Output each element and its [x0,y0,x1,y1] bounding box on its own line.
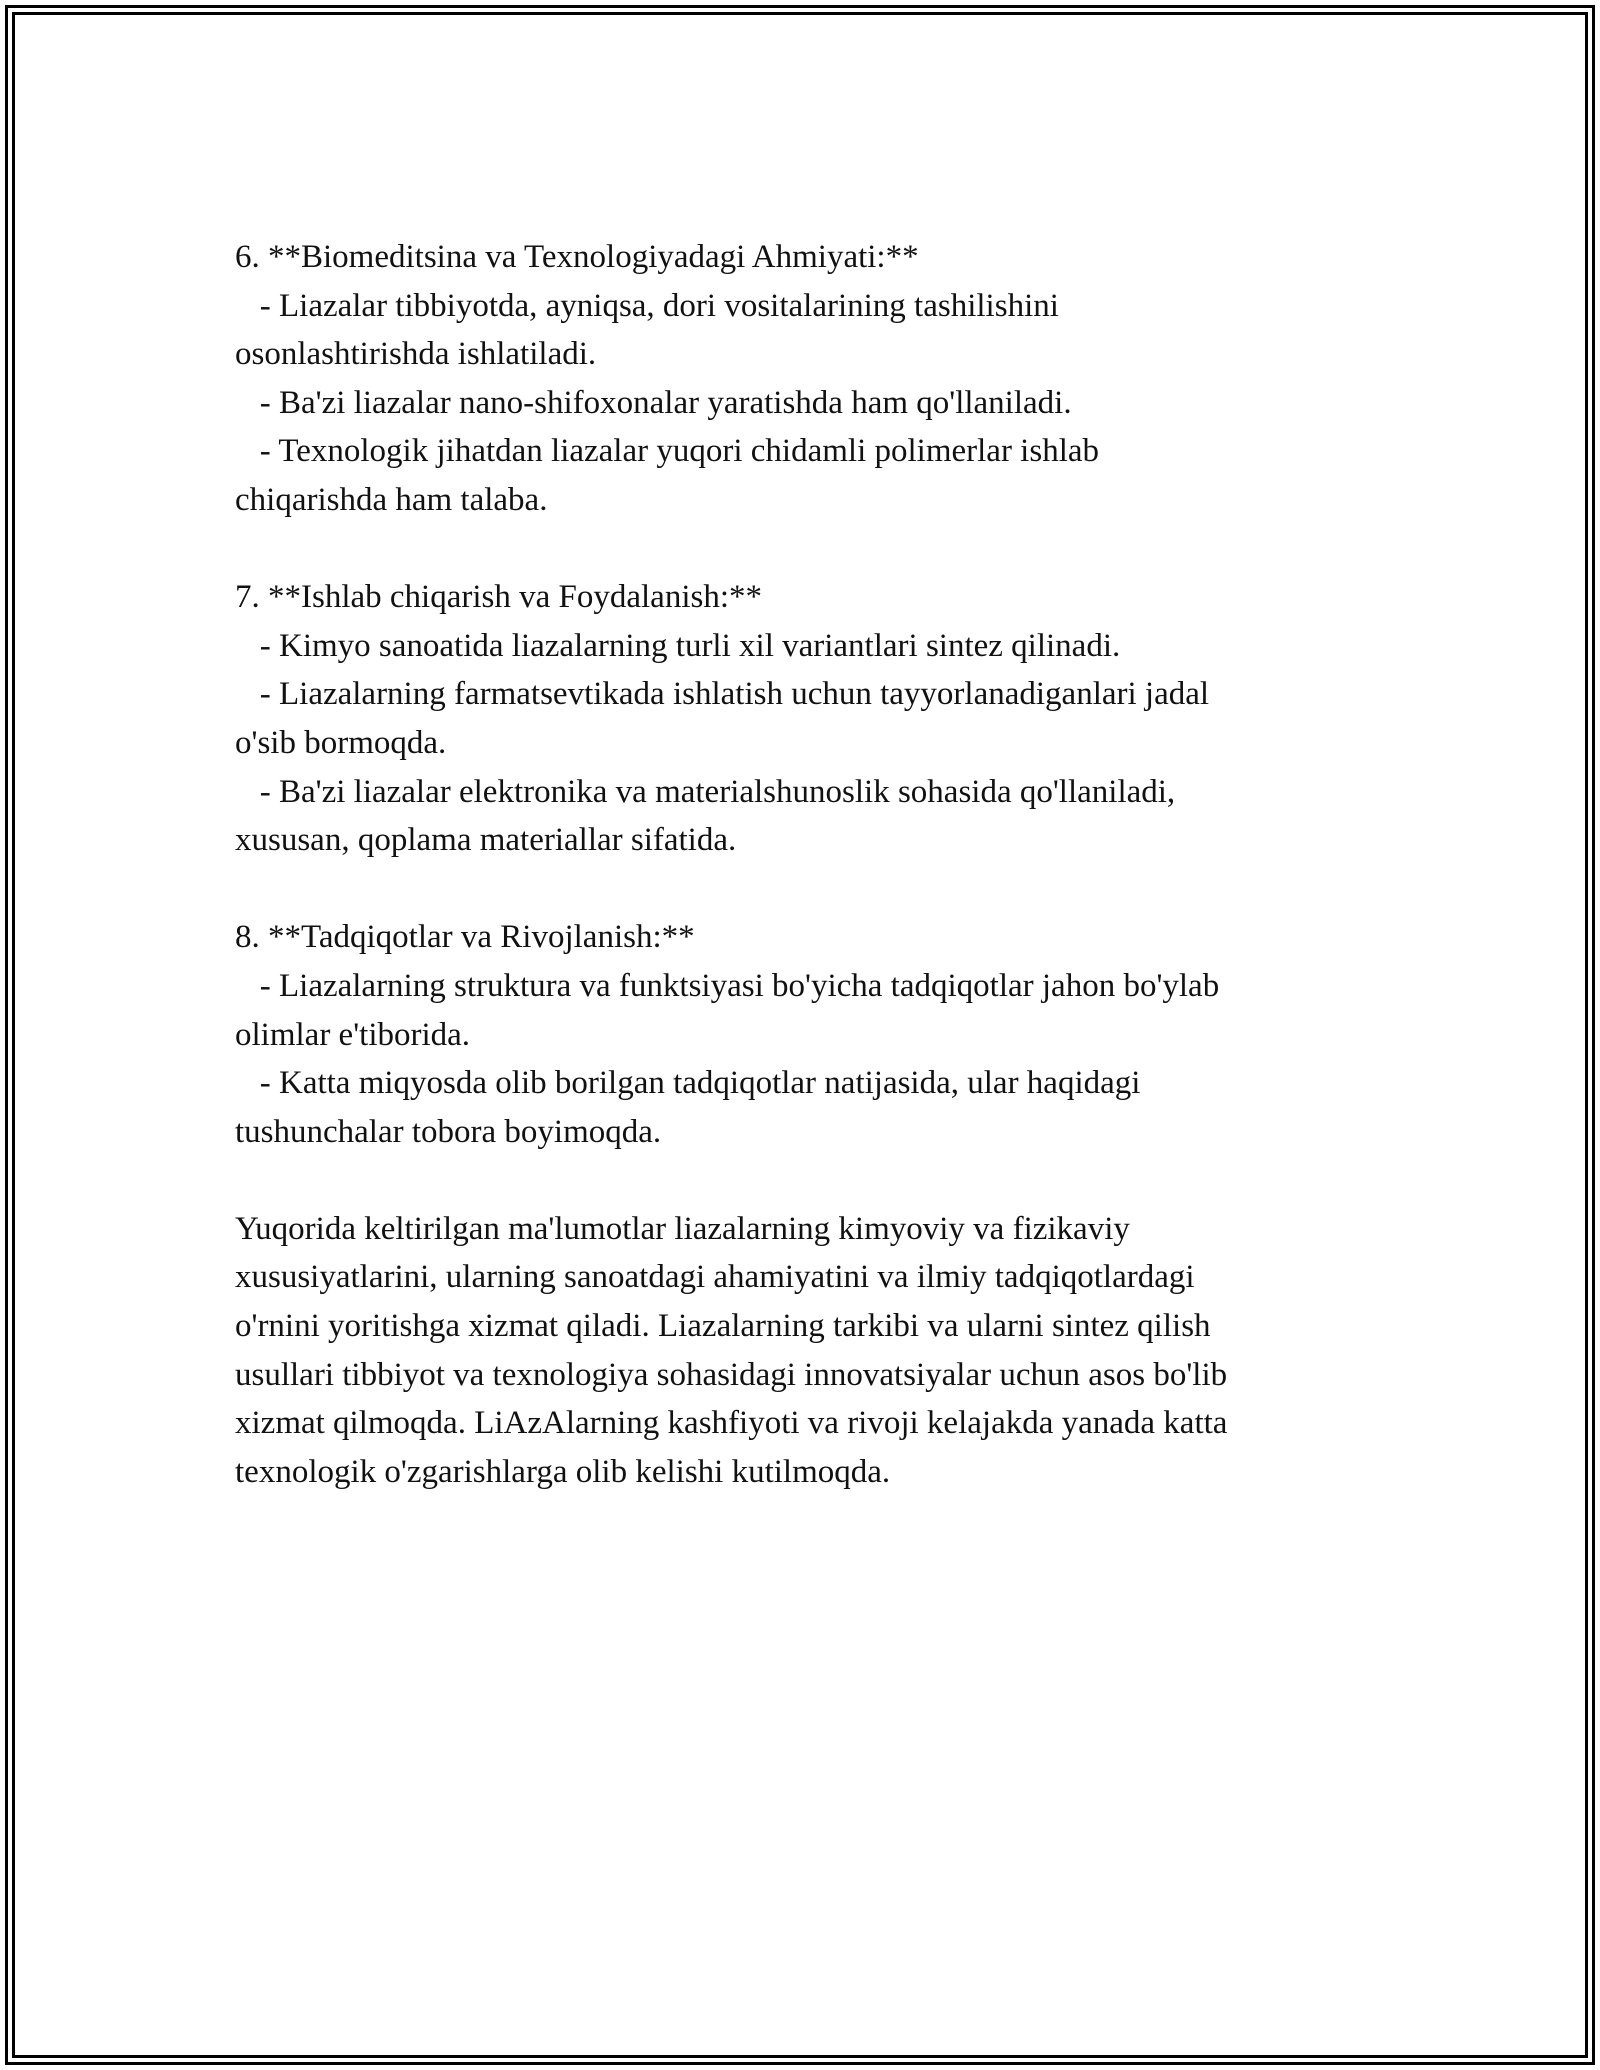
text-line: tushunchalar tobora boyimoqda. [235,1113,662,1150]
text-line: - Liazalar tibbiyotda, ayniqsa, dori vositalarining tashilishini [235,287,1059,324]
text-line: chiqarishda ham talaba. [235,481,548,518]
text-line: o'sib bormoqda. [235,724,447,761]
text-line: - Ba'zi liazalar elektronika va materialshunoslik sohasida qo'llaniladi, [235,773,1176,810]
text-line: - Liazalarning struktura va funktsiyasi bo'yicha tadqiqotlar jahon bo'ylab [235,967,1220,1004]
text-line: xususan, qoplama materiallar sifatida. [235,822,737,859]
text-line: - Kimyo sanoatida liazalarning turli xil variantlari sintez qilinadi. [235,627,1121,664]
document-body [235,233,1395,1496]
text-line: osonlashtirishda ishlatiladi. [235,336,597,373]
section-heading: 7. **Ishlab chiqarish va Foydalanish:** [235,579,763,616]
section-heading: 6. **Biomeditsina va Texnologiyadagi Ahmiyati:** [235,239,919,275]
text-line: texnologik o'zgarishlarga olib kelishi kutilmoqda. [235,1453,891,1490]
section-7 [235,573,1395,865]
text-line: - Liazalarning farmatsevtikada ishlatish uchun tayyorlanadiganlari jadal [235,676,1210,713]
paragraph-gap [235,525,1395,574]
section-6 [235,233,1395,525]
text-line: Yuqorida keltirilgan ma'lumotlar liazalarning kimyoviy va fizikaviy [235,1210,1130,1247]
section-8 [235,913,1395,1156]
text-line: olimlar e'tiborida. [235,1016,471,1053]
text-line: o'rnini yoritishga xizmat qiladi. Liazalarning tarkibi va ularni sintez qilish [235,1308,1211,1345]
section-heading: 8. **Tadqiqotlar va Rivojlanish:** [235,919,695,956]
conclusion-paragraph [235,1205,1395,1497]
text-line: usullari tibbiyot va texnologiya sohasidagi innovatsiyalar uchun asos bo'lib [235,1356,1228,1393]
text-line: - Katta miqyosda olib borilgan tadqiqotlar natijasida, ular haqidagi [235,1065,1141,1102]
text-line: - Ba'zi liazalar nano-shifoxonalar yaratishda ham qo'llaniladi. [235,384,1072,421]
text-line: xususiyatlarini, ularning sanoatdagi ahamiyatini va ilmiy tadqiqotlardagi [235,1259,1195,1296]
text-line: xizmat qilmoqda. LiAzAlarning kashfiyoti va rivoji kelajakda yanada katta [235,1405,1228,1442]
paragraph-gap [235,1156,1395,1205]
paragraph-gap [235,865,1395,914]
text-line: - Texnologik jihatdan liazalar yuqori chidamli polimerlar ishlab [235,433,1100,470]
